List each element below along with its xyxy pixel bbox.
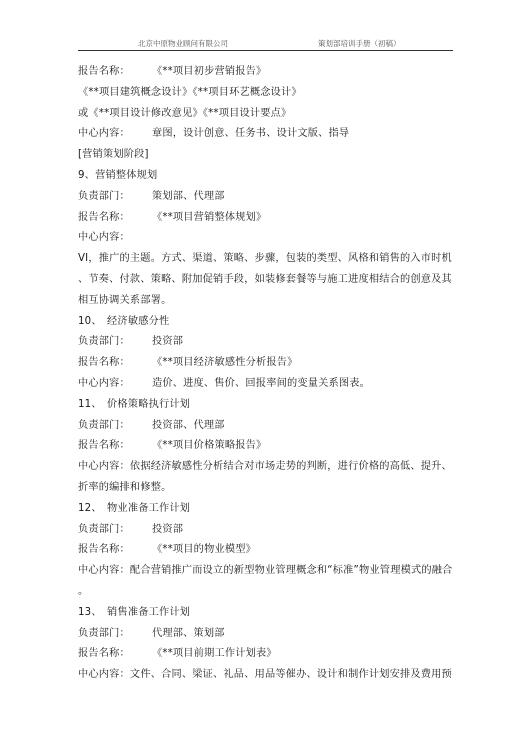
line-text: 。 [78,585,89,597]
line-text: 投资部 [151,523,184,535]
line-text: 中心内容： [78,232,130,244]
text-line [78,166,468,187]
text-line [78,374,468,395]
text-line [78,478,468,499]
line-text: 10、 经济敏感分性 [78,315,170,327]
field-label: 中心内容： [78,128,130,140]
text-line [78,228,468,249]
body-text [78,62,468,686]
field-label: 负责部门： [78,627,130,639]
line-text: 投资部、代理部 [151,419,225,431]
text-line [78,499,468,520]
field-label: 负责部门： [78,336,130,348]
field-label: 报告名称： [78,211,130,223]
text-line [78,62,468,83]
line-text: 中心内容：文件、合同、梁证、礼品、用品等催办、设计和制作计划安排及费用预 [78,669,452,681]
field-label: 报告名称： [78,544,130,556]
header-company: 北京中原物业顾问有限公司 [138,39,228,48]
line-text: 《**项目的物业模型》 [151,544,257,556]
line-text: 或《**项目设计修改意见》《**项目设计要点》 [78,107,292,119]
text-line [78,520,468,541]
text-line [78,457,468,478]
field-label: 负责部门： [78,190,130,202]
line-text: 《**项目价格策略报告》 [151,440,267,452]
line-text: 折率的编排和修整。 [78,481,172,493]
header-manual-title: 策划部培训手册（初稿） [318,39,401,48]
text-line [78,187,468,208]
text-line [78,436,468,457]
line-text: 中心内容：配合营销推广而设立的新型物业管理概念和“标准”物业管理模式的融合 [78,565,453,577]
text-line [78,270,468,291]
text-line [78,249,468,270]
field-label: 中心内容： [78,377,130,389]
text-line [78,312,468,333]
line-text: 章图，设计创意、任务书、设计文版、指导 [151,128,350,140]
line-text: 13、 销售准备工作计划 [78,606,191,618]
text-line [78,665,468,686]
text-line [78,124,468,145]
line-text: [营销策划阶段] [78,149,149,161]
line-text: 《**项目营销整体规划》 [151,211,267,223]
text-line [78,624,468,645]
text-line [78,416,468,437]
line-text: 12、 物业准备工作计划 [78,502,191,514]
text-line [78,291,468,312]
text-line [78,208,468,229]
field-label: 报告名称： [78,648,130,660]
text-line [78,83,468,104]
text-line [78,145,468,166]
text-line [78,104,468,125]
line-text: 《**项目经济敏感性分析报告》 [151,357,298,369]
line-text: 、节奏、付款、策略、附加促销手段，如装修套餐等与施工进度相结合的创意及其 [78,273,452,285]
line-text: 造价、进度、售价、回报率间的变量关系图表。 [151,377,371,389]
field-label: 报告名称： [78,440,130,452]
field-label: 负责部门： [78,419,130,431]
line-text: 相互协调关系部署。 [78,294,172,306]
text-line [78,395,468,416]
field-label: 报告名称： [78,357,130,369]
field-label: 报告名称： [78,66,130,77]
line-text: 中心内容：依据经济敏感性分析结合对市场走势的判断，进行价格的高低、提升、 [78,461,452,473]
line-text: 代理部、策划部 [151,627,225,639]
line-text: 《**项目前期工作计划表》 [151,648,277,660]
text-line [78,332,468,353]
field-label: 负责部门： [78,523,130,535]
text-line [78,561,468,582]
text-line [78,540,468,561]
page-header [78,35,453,49]
text-line [78,353,468,374]
text-line [78,582,468,603]
text-line [78,644,468,665]
line-text: 《**项目初步营销报告》 [151,66,267,77]
line-text: 投资部 [151,336,184,348]
line-text: 策划部、代理部 [151,190,225,202]
line-text: 9、营销整体规划 [78,169,158,181]
line-text: 11、 价格策略执行计划 [78,398,191,410]
line-text: 《**项目建筑概念设计》《**项目环艺概念设计》 [78,86,302,98]
text-line [78,603,468,624]
line-text: VI，推广的主题。方式、渠道、策略、步骤，包装的类型、风格和销售的入市时机 [78,253,452,265]
header-rule [78,50,453,51]
